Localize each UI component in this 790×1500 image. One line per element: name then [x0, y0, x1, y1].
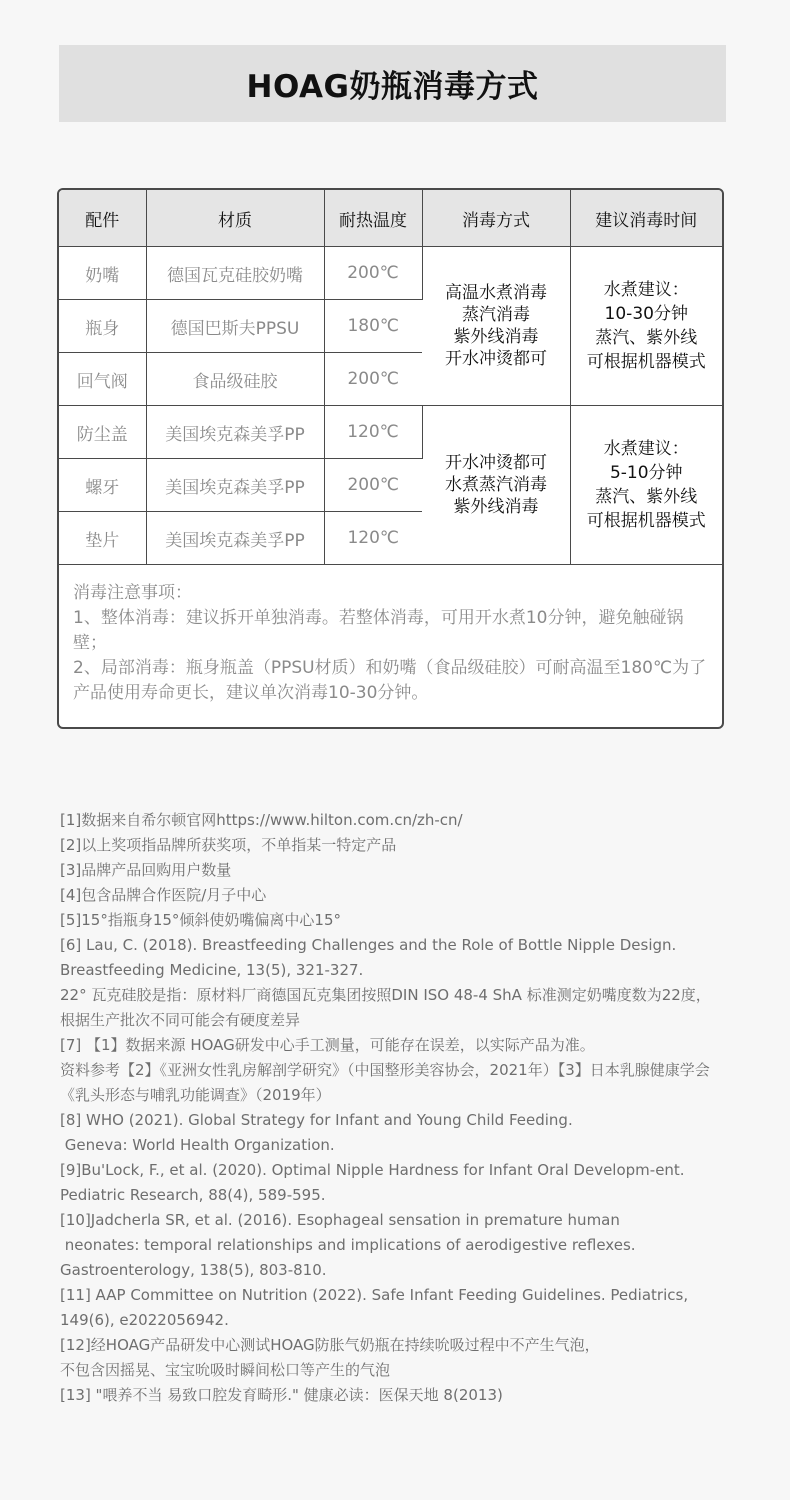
time-cell-group1 — [570, 247, 722, 406]
time-line: 10-30分钟 — [604, 304, 688, 324]
time-line: 蒸汽、紫外线 — [595, 487, 698, 507]
reference-item: [13] "喂养不当 易致口腔发育畸形." 健康必读：医保天地 8(2013) — [60, 1386, 503, 1404]
part-cell: 瓶身 — [59, 300, 146, 353]
table-header-row — [59, 190, 722, 247]
part-cell: 螺牙 — [59, 459, 146, 512]
notes-item: 1、整体消毒：建议拆开单独消毒。若整体消毒，可用开水煮10分钟，避免触碰锅壁； — [73, 608, 684, 653]
references-list — [60, 808, 720, 1408]
time-cell-group2 — [570, 406, 722, 565]
temperature-cell: 120℃ — [324, 512, 422, 565]
reference-item: [2]以上奖项指品牌所获奖项，不单指某一特定产品 — [60, 836, 397, 854]
temperature-cell: 200℃ — [324, 459, 422, 512]
method-line: 水煮蒸汽消毒 — [445, 475, 547, 495]
header-time: 建议消毒时间 — [570, 190, 722, 247]
method-cell-group2 — [422, 406, 570, 565]
time-line: 可根据机器模式 — [586, 352, 706, 372]
header-part: 配件 — [59, 190, 146, 247]
reference-item: [7] 【1】数据来源 HOAG研发中心手工测量，可能存在误差，以实际产品为准。 — [60, 1036, 595, 1054]
temperature-cell: 200℃ — [324, 353, 422, 406]
notes-item: 2、局部消毒：瓶身瓶盖（PPSU材质）和奶嘴（食品级硅胶）可耐高温至180℃为了产品使用寿命更长，建议单次消毒10-30分钟。 — [73, 658, 707, 703]
material-cell: 食品级硅胶 — [146, 353, 324, 406]
title-banner — [59, 45, 726, 122]
reference-item: [3]品牌产品回购用户数量 — [60, 861, 232, 879]
part-cell: 垫片 — [59, 512, 146, 565]
material-cell: 德国巴斯夫PPSU — [146, 300, 324, 353]
time-line: 可根据机器模式 — [586, 511, 706, 531]
reference-item: [8] WHO (2021). Global Strategy for Infant and Young Child Feeding. Geneva: World Health Organization. — [60, 1111, 573, 1154]
header-temperature: 耐热温度 — [324, 190, 422, 247]
notes-heading: 消毒注意事项： — [73, 583, 192, 603]
time-line: 蒸汽、紫外线 — [595, 328, 698, 348]
page-title: HOAG奶瓶消毒方式 — [246, 69, 539, 105]
method-line: 紫外线消毒 — [453, 327, 539, 347]
temperature-cell: 120℃ — [324, 406, 422, 459]
disinfection-table — [59, 190, 722, 565]
method-cell-group1 — [422, 247, 570, 406]
table-row — [59, 406, 722, 459]
reference-item: [5]15°指瓶身15°倾斜使奶嘴偏离中心15° — [60, 911, 342, 929]
method-line: 高温水煮消毒 — [445, 283, 547, 303]
reference-item: 资料参考【2】《亚洲女性乳房解剖学研究》（中国整形美容协会，2021年）【3】日本乳腺健康学会《乳头形态与哺乳功能调查》（2019年） — [60, 1061, 710, 1104]
time-line: 水煮建议： — [603, 439, 689, 459]
material-cell: 美国埃克森美孚PP — [146, 406, 324, 459]
method-line: 开水冲烫都可 — [445, 349, 547, 369]
temperature-cell: 200℃ — [324, 247, 422, 300]
material-cell: 美国埃克森美孚PP — [146, 512, 324, 565]
reference-item: [12]经HOAG产品研发中心测试HOAG防胀气奶瓶在持续吮吸过程中不产生气泡， 不包含因摇晃、宝宝吮吸时瞬间松口等产生的气泡 — [60, 1336, 600, 1379]
time-line: 5-10分钟 — [609, 463, 683, 483]
time-line: 水煮建议： — [603, 280, 689, 300]
disinfection-table-card — [57, 188, 724, 729]
method-line: 蒸汽消毒 — [462, 305, 530, 325]
method-line: 开水冲烫都可 — [445, 453, 547, 473]
header-material: 材质 — [146, 190, 324, 247]
reference-item: [1]数据来自希尔顿官网https://www.hilton.com.cn/zh-cn/ — [60, 811, 463, 829]
header-method: 消毒方式 — [422, 190, 570, 247]
method-line: 紫外线消毒 — [453, 497, 539, 517]
table-row — [59, 247, 722, 300]
reference-item: [10]Jadcherla SR, et al. (2016). Esophageal sensation in premature human neonates: temporal relationships and implications of aerodigestive reflexes. Gastroenterology, 138(5), 803-810. — [60, 1211, 636, 1279]
reference-item: [9]Bu'Lock, F., et al. (2020). Optimal Nipple Hardness for Infant Oral Developm-ent. Pediatric Research, 88(4), 589-595. — [60, 1161, 690, 1204]
reference-item: 22° 瓦克硅胶是指：原材料厂商德国瓦克集团按照DIN ISO 48-4 ShA 标准测定奶嘴度数为22度，根据生产批次不同可能会有硬度差异 — [60, 986, 711, 1029]
reference-item: [4]包含品牌合作医院/月子中心 — [60, 886, 267, 904]
material-cell: 美国埃克森美孚PP — [146, 459, 324, 512]
temperature-cell: 180℃ — [324, 300, 422, 353]
part-cell: 回气阀 — [59, 353, 146, 406]
part-cell: 防尘盖 — [59, 406, 146, 459]
reference-item: [11] AAP Committee on Nutrition (2022). Safe Infant Feeding Guidelines. Pediatrics, 149(6), e2022056942. — [60, 1286, 693, 1329]
reference-item: [6] Lau, C. (2018). Breastfeeding Challenges and the Role of Bottle Nipple Design. Breastfeeding Medicine, 13(5), 321-327. — [60, 936, 682, 979]
material-cell: 德国瓦克硅胶奶嘴 — [146, 247, 324, 300]
part-cell: 奶嘴 — [59, 247, 146, 300]
disinfection-notes — [59, 565, 722, 706]
